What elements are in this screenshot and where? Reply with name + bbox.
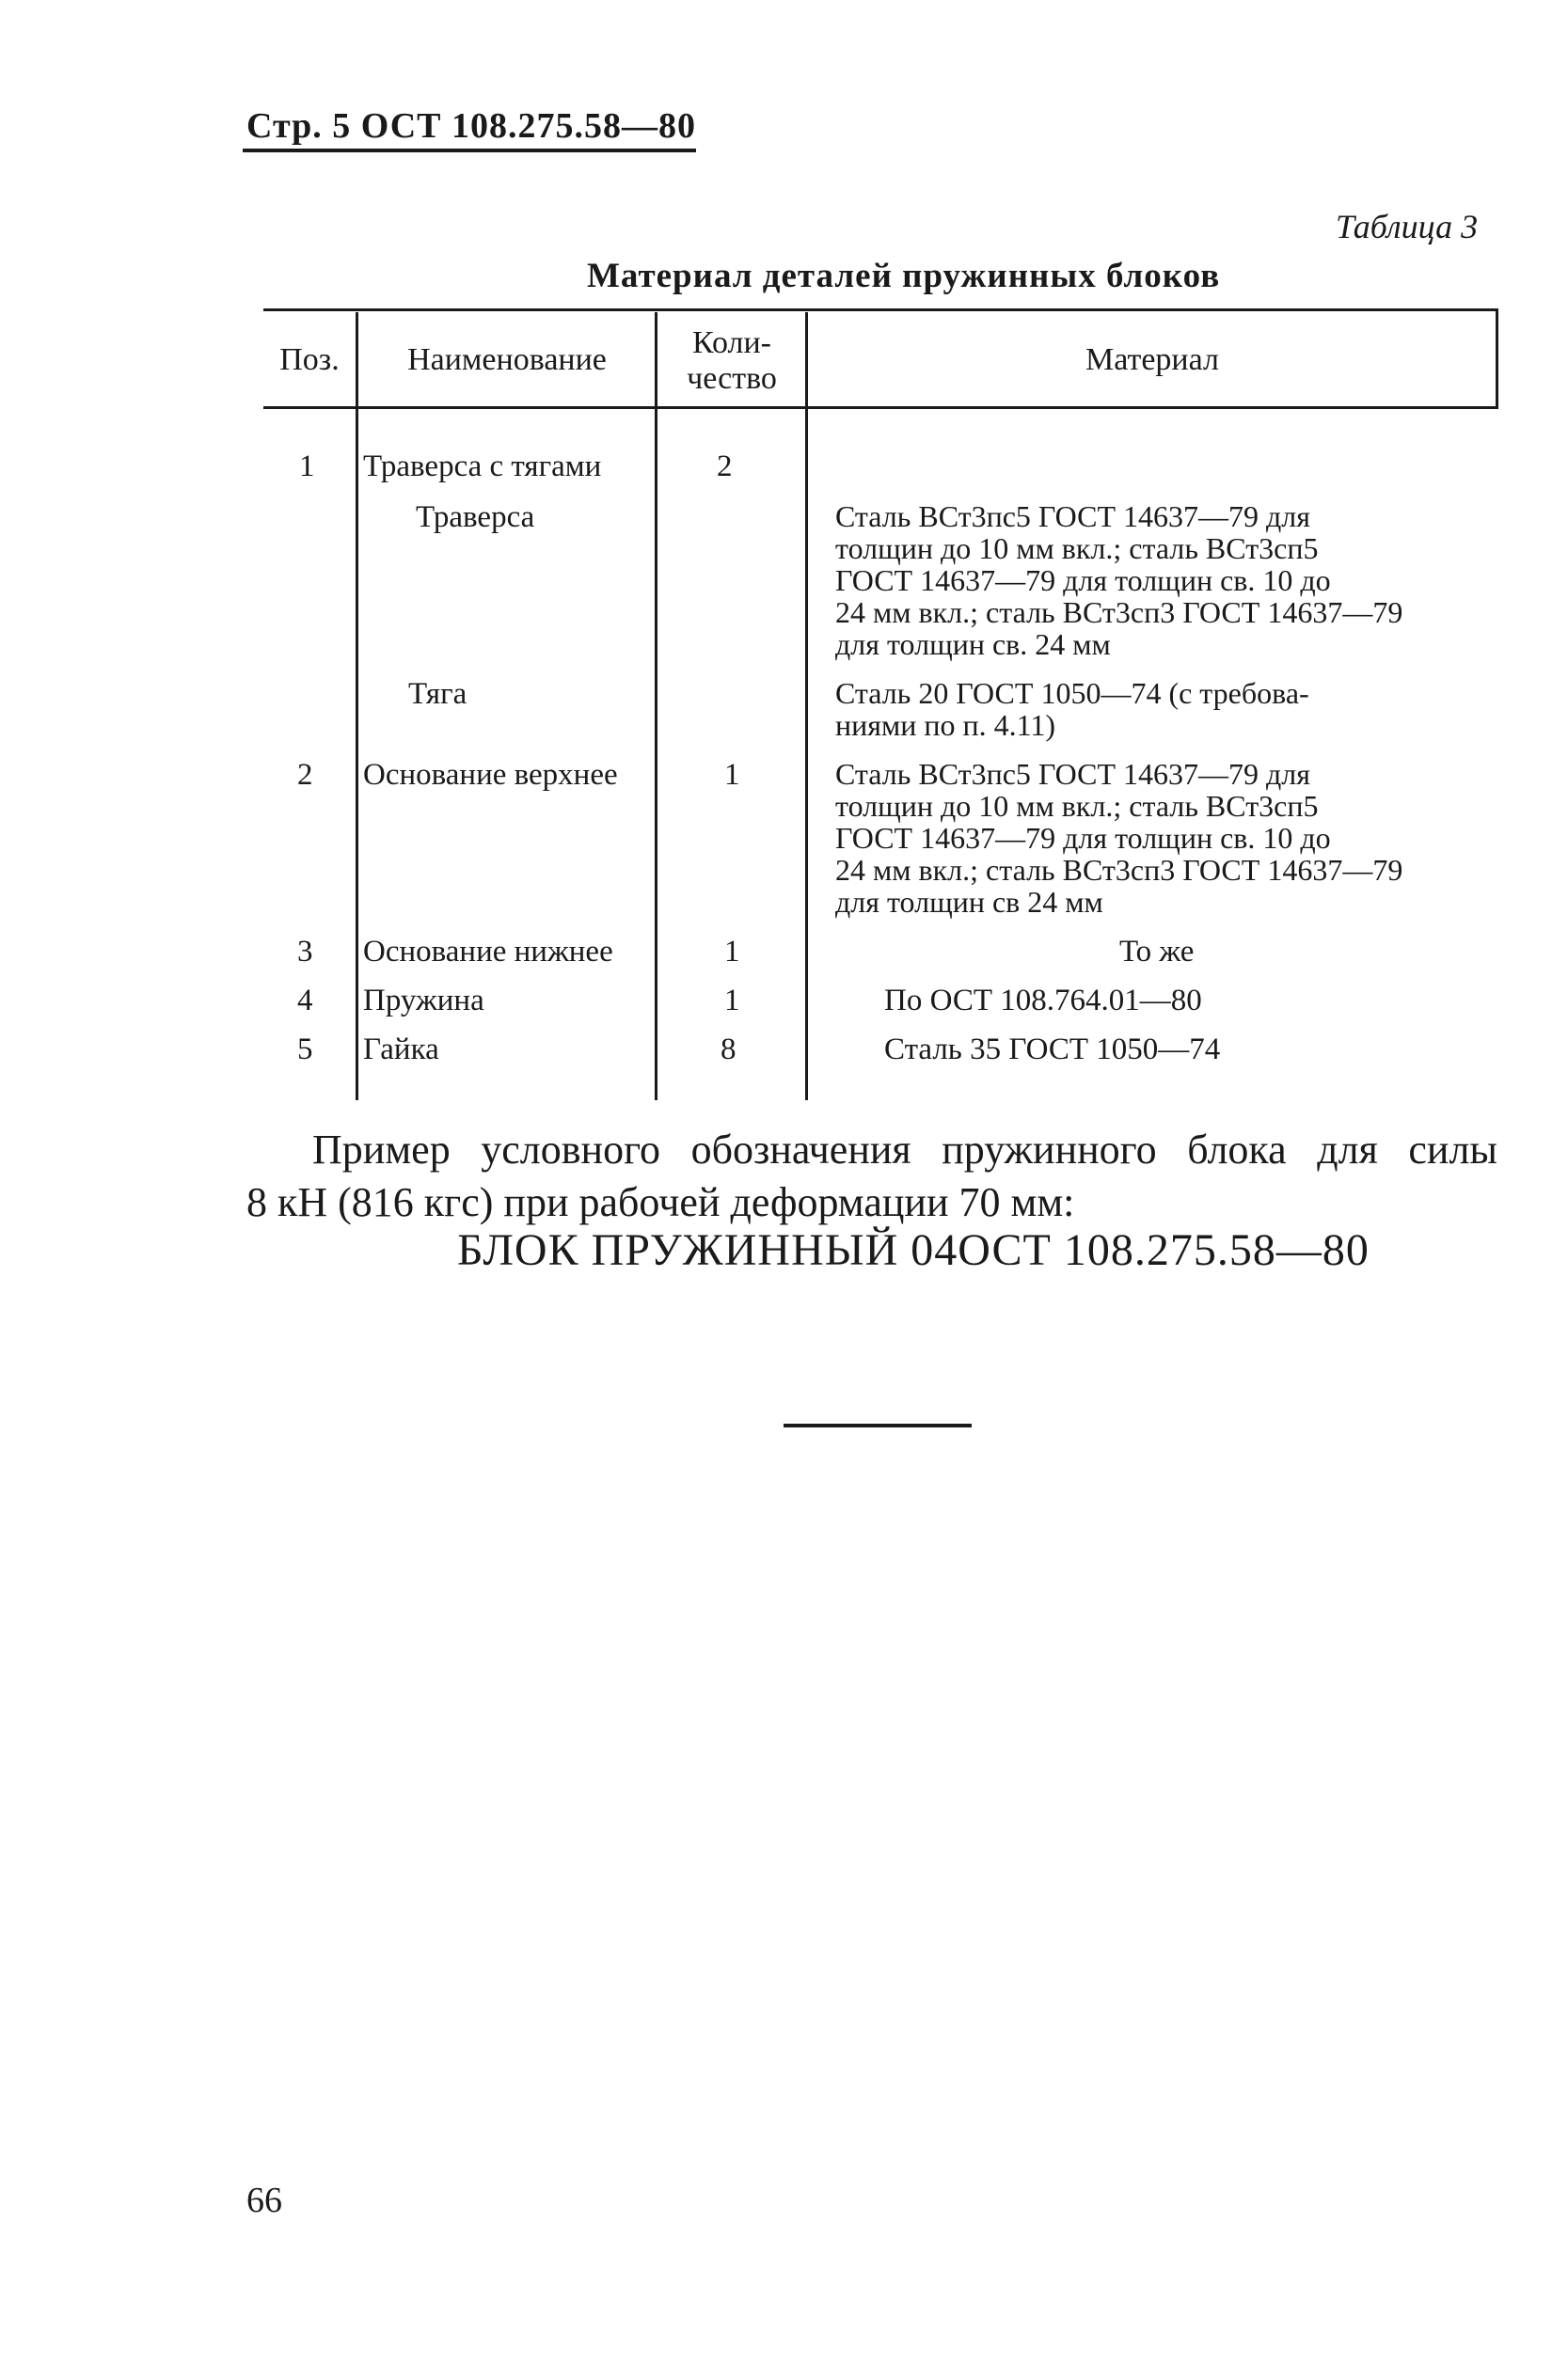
- column-header-qty-line1: Коли-: [691, 325, 772, 360]
- row-1-pos: 1: [299, 449, 315, 483]
- column-header-name: Наименование: [407, 342, 607, 377]
- row-5-name: Гайка: [363, 1032, 439, 1066]
- material-line: толщин до 10 мм вкл.; сталь ВСт3сп5: [835, 531, 1319, 565]
- material-line: для толщин св 24 мм: [835, 885, 1103, 919]
- material-line: ГОСТ 14637—79 для толщин св. 10 до: [835, 563, 1331, 597]
- example-line-1: Пример условного обозначения пружинного блока для силы: [312, 1127, 1497, 1173]
- material-line: толщин до 10 мм вкл.; сталь ВСт3сп5: [835, 789, 1319, 823]
- example-line-2: 8 кН (816 кгс) при рабочей деформации 70 мм:: [246, 1179, 1075, 1225]
- row-2-material: [835, 758, 1494, 918]
- table-label: Таблица 3: [1336, 208, 1479, 245]
- material-line: Сталь 20 ГОСТ 1050—74 (с требова-: [835, 676, 1309, 710]
- row-1a-material: [835, 500, 1494, 660]
- end-rule: [784, 1424, 972, 1427]
- row-3-qty: 1: [724, 935, 740, 969]
- row-1b-material: [835, 677, 1494, 741]
- material-line: для толщин св. 24 мм: [835, 627, 1111, 661]
- column-header-pos: Поз.: [279, 342, 340, 377]
- table-right-edge: [1496, 308, 1498, 409]
- page-header: Стр. 5 ОСТ 108.275.58—80: [246, 106, 697, 146]
- material-line: ниями по п. 4.11): [835, 708, 1056, 742]
- material-line: Сталь ВСт3пс5 ГОСТ 14637—79 для: [835, 499, 1310, 533]
- row-4-name: Пружина: [363, 984, 484, 1017]
- row-1b-name: Тяга: [408, 677, 467, 711]
- material-line: 24 мм вкл.; сталь ВСт3сп3 ГОСТ 14637—79: [835, 853, 1403, 887]
- material-line: Сталь ВСт3пс5 ГОСТ 14637—79 для: [835, 757, 1310, 791]
- header-underline: [243, 149, 696, 152]
- column-header-material: Материал: [1085, 342, 1219, 377]
- row-5-material: Сталь 35 ГОСТ 1050—74: [884, 1032, 1221, 1066]
- row-5-qty: 8: [721, 1032, 736, 1066]
- table-header-rule: [263, 406, 1496, 409]
- row-2-pos: 2: [297, 758, 313, 792]
- page-number: 66: [246, 2181, 282, 2220]
- row-3-material: То же: [1119, 935, 1195, 969]
- column-divider-2: [655, 312, 657, 1100]
- row-2-name: Основание верхнее: [363, 758, 618, 792]
- example-designation: БЛОК ПРУЖИННЫЙ 04ОСТ 108.275.58—80: [457, 1225, 1370, 1275]
- row-3-name: Основание нижнее: [363, 935, 613, 969]
- table-top-rule: [263, 308, 1496, 311]
- row-4-material: По ОСТ 108.764.01—80: [884, 984, 1202, 1017]
- column-header-qty-line2: чество: [687, 361, 777, 396]
- row-3-pos: 3: [297, 935, 313, 969]
- material-line: 24 мм вкл.; сталь ВСт3сп3 ГОСТ 14637—79: [835, 595, 1403, 629]
- row-2-qty: 1: [724, 758, 740, 792]
- example-paragraph: [246, 1124, 1497, 1229]
- row-1-name: Траверса с тягами: [363, 449, 602, 483]
- row-1a-name: Траверса: [416, 500, 535, 534]
- row-4-pos: 4: [297, 984, 313, 1017]
- row-1-qty: 2: [717, 449, 733, 483]
- table-title: Материал деталей пружинных блоков: [587, 257, 1221, 295]
- row-5-pos: 5: [297, 1032, 313, 1066]
- column-divider-3: [805, 312, 808, 1100]
- column-divider-1: [356, 312, 358, 1100]
- row-4-qty: 1: [724, 984, 740, 1017]
- material-line: ГОСТ 14637—79 для толщин св. 10 до: [835, 821, 1331, 855]
